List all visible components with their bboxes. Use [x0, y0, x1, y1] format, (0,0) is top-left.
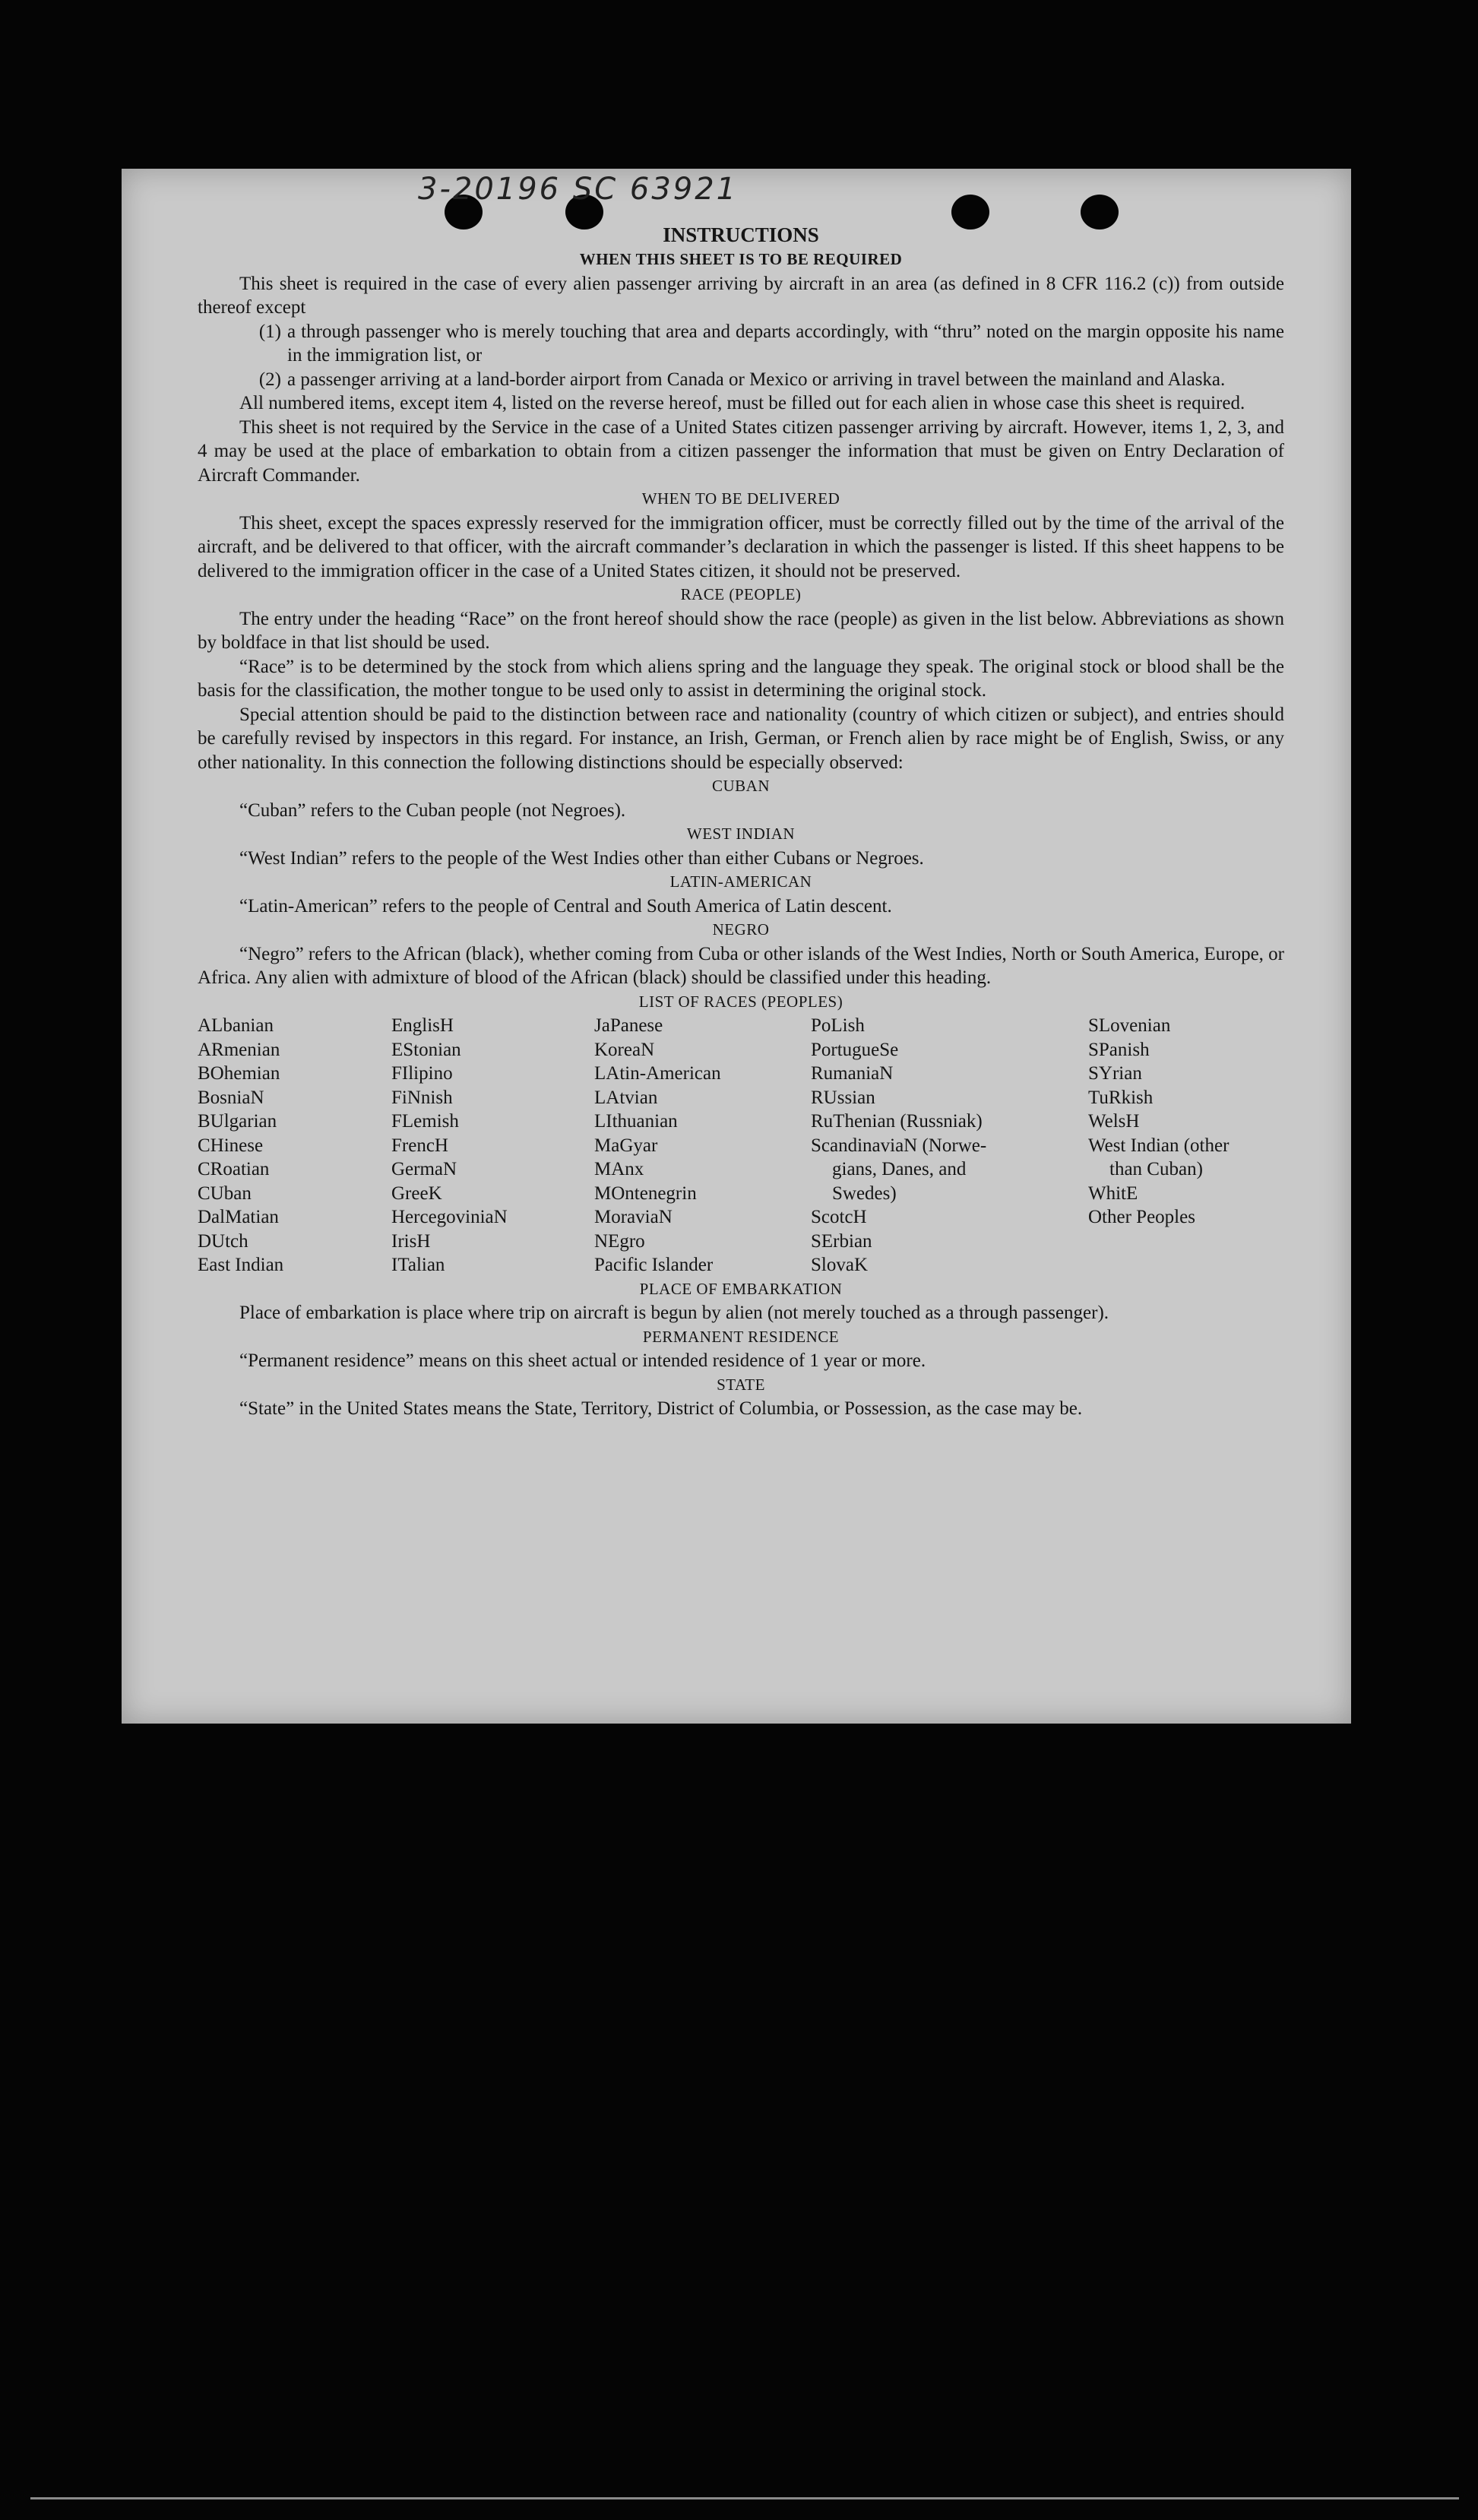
- section-heading: PLACE OF EMBARKATION: [639, 1279, 843, 1298]
- list-item: [198, 320, 1284, 368]
- race-entry: FiNnish: [391, 1087, 453, 1108]
- section-heading: LATIN-AMERICAN: [669, 872, 812, 891]
- section-heading: STATE: [717, 1375, 765, 1394]
- race-entry: ALbanian: [198, 1015, 274, 1036]
- race-entry: GermaN: [391, 1159, 457, 1179]
- race-entry: SLovenian: [1088, 1015, 1171, 1036]
- race-entry: West Indian (other: [1088, 1135, 1230, 1156]
- race-entry: FLemish: [391, 1111, 459, 1132]
- race-entry: CUban: [198, 1182, 252, 1204]
- race-entry: DUtch: [198, 1230, 248, 1252]
- document-sheet: [122, 169, 1351, 1724]
- section-heading: WEST INDIAN: [686, 825, 796, 843]
- paragraph: Place of embarkation is place where trip on aircraft is begun by alien (not merely touched as a through passenger).: [239, 1303, 1109, 1323]
- race-entry: RUssian: [811, 1087, 875, 1108]
- race-entry: NEgro: [594, 1230, 645, 1252]
- paragraph: The entry under the heading “Race” on the front hereof should show the race (people) as given in the list below. Abbreviations as shown by boldface in that list should be used.: [198, 608, 1284, 653]
- race-entry: Other Peoples: [1088, 1207, 1195, 1227]
- race-entry: MaGyar: [594, 1135, 658, 1156]
- race-entry: gians, Danes, and: [832, 1159, 967, 1179]
- paragraph: “West Indian” refers to the people of the West Indies other than either Cubans or Negroes.: [239, 847, 924, 869]
- handwritten-note: 3-20196 SC 63921: [418, 172, 739, 207]
- paragraph: “Cuban” refers to the Cuban people (not Negroes).: [239, 799, 626, 821]
- paragraph: “Latin-American” refers to the people of Central and South America of Latin descent.: [239, 895, 892, 917]
- section-heading: WHEN TO BE DELIVERED: [641, 489, 840, 508]
- race-entry: LAtvian: [594, 1087, 658, 1108]
- race-entry: IrisH: [391, 1230, 431, 1252]
- paragraph: All numbered items, except item 4, listed on the reverse hereof, must be filled out for each alien in whose case this sheet is required.: [239, 393, 1245, 413]
- paragraph: “Negro” refers to the African (black), whether coming from Cuba or other islands of the West Indies, North or South America, Europe, or Africa. Any alien with admixture of blood of the African (black) should be classified under this heading.: [198, 943, 1284, 988]
- race-entry: SlovaK: [811, 1255, 868, 1275]
- race-entry: LAtin-American: [594, 1063, 721, 1084]
- races-list: [198, 1014, 1284, 1277]
- race-entry: DalMatian: [198, 1207, 279, 1227]
- races-column: [1088, 1014, 1284, 1277]
- paragraph: This sheet is not required by the Service in the case of a United States citizen passenger arriving by aircraft. However, items 1, 2, 3, and 4 may be used at the place of embarkation to obtain from a citizen passenger the information that must be given on Entry Declaration of Aircraft Commander.: [198, 416, 1284, 486]
- list-item: [198, 368, 1284, 392]
- paragraph: “Race” is to be determined by the stock from which aliens spring and the language they speak. The original stock or blood shall be the basis for the classification, the mother tongue to be used only to assist in determining the original stock.: [198, 656, 1284, 701]
- race-entry: EnglisH: [391, 1015, 454, 1036]
- section-heading: WHEN THIS SHEET IS TO BE REQUIRED: [579, 250, 903, 268]
- race-entry: FIlipino: [391, 1063, 453, 1084]
- race-entry: EStonian: [391, 1039, 461, 1060]
- paragraph: “State” in the United States means the State, Territory, District of Columbia, or Possession, as the case may be.: [239, 1398, 1083, 1419]
- race-entry: JaPanese: [594, 1015, 663, 1036]
- paragraph: This sheet is required in the case of every alien passenger arriving by aircraft in an area (as defined in 8 CFR 116.2 (c)) from outside thereof except: [198, 273, 1284, 318]
- film-edge-line: [30, 2497, 1459, 2499]
- race-entry: East Indian: [198, 1255, 284, 1275]
- race-entry: HercegoviniaN: [391, 1207, 508, 1227]
- race-entry: WelsH: [1088, 1111, 1140, 1132]
- race-entry: SYrian: [1088, 1063, 1142, 1084]
- race-entry: Swedes): [832, 1182, 897, 1204]
- section-heading: LIST OF RACES (PEOPLES): [638, 992, 843, 1011]
- race-entry: than Cuban): [1109, 1159, 1203, 1179]
- race-entry: SErbian: [811, 1230, 872, 1252]
- item-text: a through passenger who is merely touching that area and departs accordingly, with “thru” noted on the margin opposite his name in the immigration list, or: [287, 321, 1284, 366]
- race-entry: SPanish: [1088, 1039, 1150, 1060]
- race-entry: CRoatian: [198, 1159, 270, 1179]
- item-number: (2): [258, 369, 281, 390]
- race-entry: BUlgarian: [198, 1111, 277, 1132]
- race-entry: KoreaN: [594, 1039, 655, 1060]
- race-entry: LIthuanian: [594, 1111, 678, 1132]
- race-entry: ScotcH: [811, 1207, 867, 1227]
- paragraph: This sheet, except the spaces expressly reserved for the immigration officer, must be correctly filled out by the time of the arrival of the aircraft, and be delivered to that officer, with the aircraft commander’s declaration in which the passenger is listed. If this sheet happens to be delivered to the immigration officer in the case of a United States citizen, it should not be preserved.: [198, 512, 1284, 581]
- paragraph: Special attention should be paid to the distinction between race and nationality (country of which citizen or subject), and entries should be carefully revised by inspectors in this regard. For instance, an Irish, German, or French alien by race might be of English, Swiss, or any other nationality. In this connection the following distinctions should be especially observed:: [198, 704, 1284, 773]
- instructions-content: [198, 222, 1284, 1421]
- race-entry: MOntenegrin: [594, 1182, 697, 1204]
- paragraph: “Permanent residence” means on this sheet actual or intended residence of 1 year or more.: [239, 1350, 926, 1371]
- race-entry: FrencH: [391, 1135, 448, 1156]
- page-title: INSTRUCTIONS: [663, 223, 819, 246]
- race-entry: ITalian: [391, 1255, 445, 1275]
- race-entry: ScandinaviaN (Norwe-: [811, 1135, 987, 1156]
- race-entry: MoraviaN: [594, 1207, 673, 1227]
- section-heading: NEGRO: [712, 920, 770, 939]
- section-heading: PERMANENT RESIDENCE: [642, 1327, 840, 1346]
- races-column: [594, 1014, 811, 1277]
- race-entry: CHinese: [198, 1135, 264, 1156]
- section-heading: RACE (PEOPLE): [680, 585, 802, 603]
- race-entry: GreeK: [391, 1182, 442, 1204]
- races-column: [811, 1014, 1088, 1277]
- race-entry: PoLish: [811, 1015, 865, 1036]
- item-text: a passenger arriving at a land-border airport from Canada or Mexico or arriving in travel between the mainland and Alaska.: [287, 369, 1226, 390]
- race-entry: PortugueSe: [811, 1039, 899, 1060]
- race-entry: RuThenian (Russniak): [811, 1111, 983, 1132]
- race-entry: ARmenian: [198, 1039, 280, 1060]
- race-entry: BosniaN: [198, 1087, 264, 1108]
- section-heading: CUBAN: [711, 777, 770, 795]
- race-entry: BOhemian: [198, 1063, 280, 1084]
- races-column: [391, 1014, 594, 1277]
- races-column: [198, 1014, 391, 1277]
- race-entry: TuRkish: [1088, 1087, 1154, 1108]
- race-entry: RumaniaN: [811, 1063, 894, 1084]
- race-entry: Pacific Islander: [594, 1255, 714, 1275]
- race-entry: WhitE: [1088, 1182, 1138, 1204]
- item-number: (1): [258, 321, 281, 342]
- race-entry: MAnx: [594, 1159, 644, 1179]
